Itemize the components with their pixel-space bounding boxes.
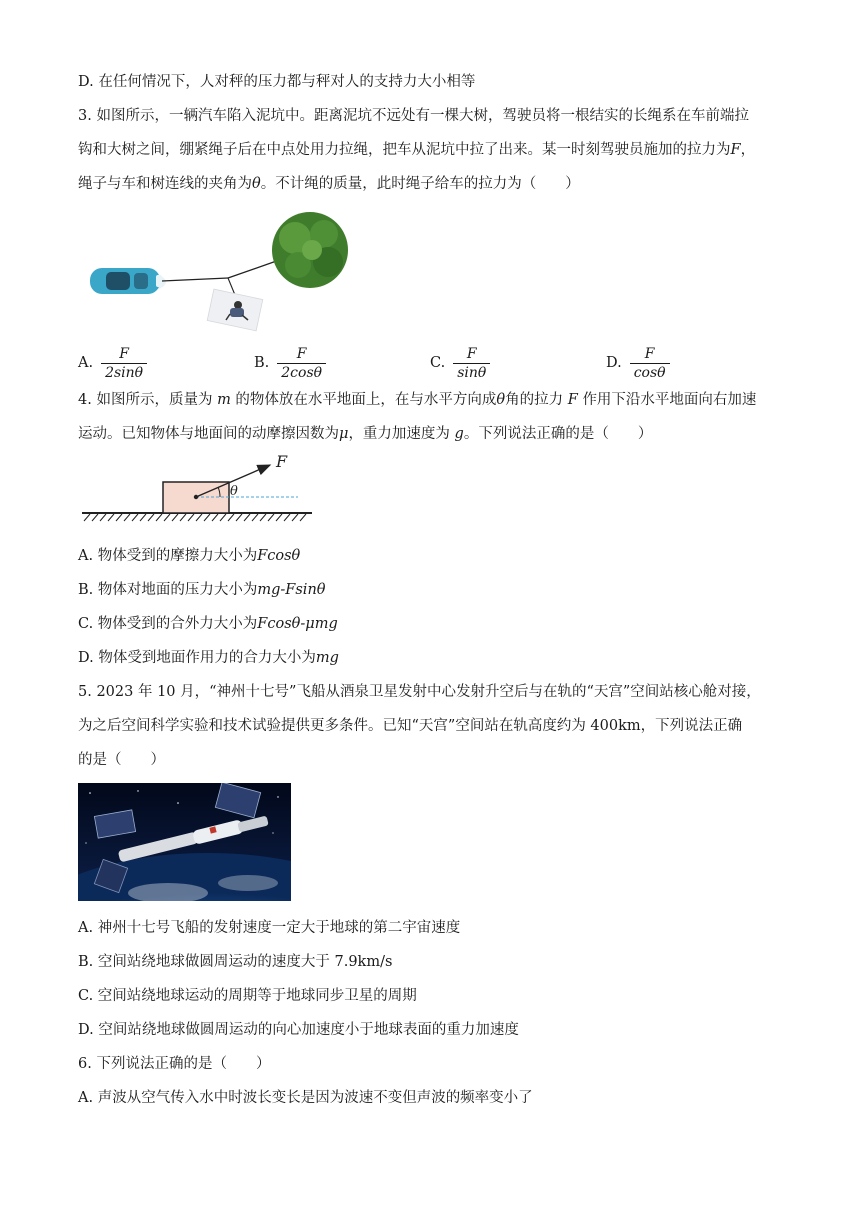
- person-icon: [207, 289, 263, 331]
- q5-option-d[interactable]: D. 空间站绕地球做圆周运动的向心加速度小于地球表面的重力加速度: [78, 1022, 519, 1038]
- q4-option-d[interactable]: D. 物体受到地面作用力的合力大小为mg: [78, 650, 339, 666]
- q3-stem-line2: 钩和大树之间，绷紧绳子后在中点处用力拉绳，把车从泥坑中拉了出来。某一时刻驾驶员施加的拉力为F，: [78, 142, 756, 158]
- q5-option-b[interactable]: B. 空间站绕地球做圆周运动的速度大于 7.9km/s: [78, 954, 393, 970]
- ground-hatching: [82, 513, 312, 521]
- q5-stem-line2: 为之后空间科学实验和技术试验提供更多条件。已知“天宫”空间站在轨高度约为 400km，下列说法正确: [78, 718, 743, 734]
- q4-stem-line1: 4. 如图所示，质量为 m 的物体放在水平地面上，在与水平方向成θ角的拉力 F 作用下沿水平地面向右加速: [78, 392, 757, 408]
- q5-stem-line3: 的是（ ）: [78, 752, 165, 768]
- q4-option-c[interactable]: C. 物体受到的合外力大小为Fcosθ-μmg: [78, 616, 338, 632]
- q6-stem: 6. 下列说法正确的是（ ）: [78, 1056, 271, 1072]
- tree-icon: [272, 212, 348, 288]
- q3-option-a[interactable]: A. $\frac{F}{2\sin\theta}$: [78, 340, 147, 386]
- angle-label: θ: [230, 484, 238, 499]
- q5-stem-line1: 5. 2023 年 10 月，“神州十七号”飞船从酒泉卫星发射中心发射升空后与在轨的“天宫”空间站核心舱对接，: [78, 684, 761, 700]
- q5-option-a[interactable]: A. 神州十七号飞船的发射速度一定大于地球的第二宇宙速度: [78, 920, 461, 936]
- q2-option-d: D. 在任何情况下，人对秤的压力都与秤对人的支持力大小相等: [78, 74, 476, 90]
- q3-option-b[interactable]: B. $\frac{F}{2\cos\theta}$: [254, 340, 326, 386]
- q6-option-a[interactable]: A. 声波从空气传入水中时波长变长是因为波速不变但声波的频率变小了: [78, 1090, 533, 1106]
- q3-options: [78, 340, 778, 386]
- q5-space-station-photo: [78, 783, 291, 901]
- q4-stem-line2: 运动。已知物体与地面间的动摩擦因数为μ，重力加速度为 g。下列说法正确的是（ ）: [78, 426, 653, 442]
- q3-stem-line1: 3. 如图所示，一辆汽车陷入泥坑中。距离泥坑不远处有一棵大树，驾驶员将一根结实的长绳系在车前端拉: [78, 108, 749, 124]
- rope-left: [162, 278, 228, 281]
- q3-option-c[interactable]: C. $\frac{F}{\sin\theta}$: [430, 340, 490, 386]
- q4-option-b[interactable]: B. 物体对地面的压力大小为mg-Fsinθ: [78, 582, 326, 598]
- q3-stem-line3: 绳子与车和树连线的夹角为θ。不计绳的质量，此时绳子给车的拉力为（ ）: [78, 176, 580, 192]
- application-point: [194, 495, 198, 499]
- q3-option-d[interactable]: D. $\frac{F}{\cos\theta}$: [606, 340, 670, 386]
- force-label: F: [276, 455, 288, 471]
- q4-figure: [80, 455, 320, 525]
- q4-option-a[interactable]: A. 物体受到的摩擦力大小为Fcosθ: [78, 548, 301, 564]
- q3-figure: [80, 210, 360, 335]
- q5-option-c[interactable]: C. 空间站绕地球运动的周期等于地球同步卫星的周期: [78, 988, 417, 1004]
- car-icon: [90, 268, 166, 294]
